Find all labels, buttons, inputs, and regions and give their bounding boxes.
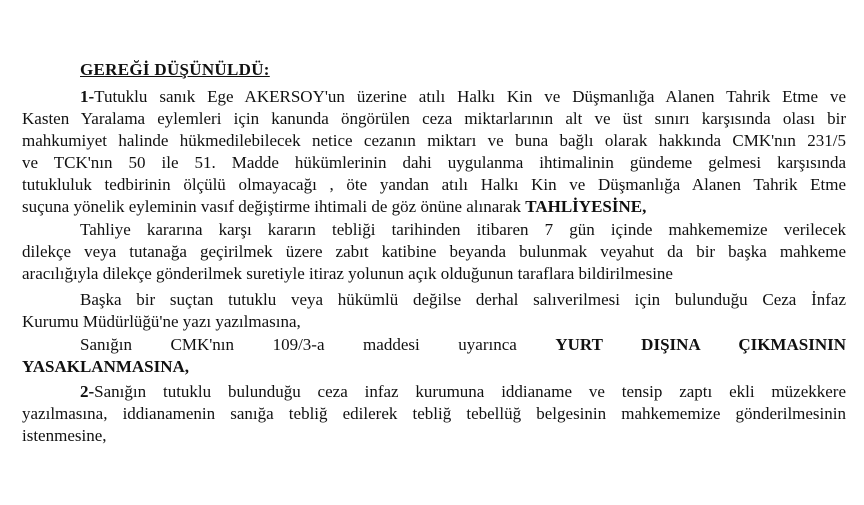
text-line-6-content: suçuna yönelik eyleminin vasıf değiştirme ihtimali de göz önüne alınarak bbox=[22, 197, 526, 216]
text-line-9: aracılığıyla dilekçe gönderilmek suretiyle itiraz yolunun açık olduğunun taraflara bildirilmesine bbox=[22, 264, 673, 283]
text-line-16: istenmesine, bbox=[22, 426, 107, 445]
release-order: TAHLİYESİNE, bbox=[525, 197, 647, 216]
text-line-14-content: Sanığın tutuklu bulunduğu ceza infaz kurumuna iddianame ve tensip zaptı ekli müzekkere bbox=[94, 382, 846, 401]
text-line-12-content: Sanığın CMK'nın 109/3-a maddesi uyarınca bbox=[80, 335, 556, 354]
travel-ban-order: YURT DIŞINA ÇIKMASININ bbox=[555, 335, 846, 354]
text-line-5: tutukluluk tedbirinin ölçülü olmayacağı , öte yandan atılı Halkı Kin ve Düşmanlığa Alanen Tahrik Etme bbox=[22, 175, 846, 194]
item-number-2: 2- bbox=[80, 382, 95, 401]
text-line-3: mahkumiyet halinde hükmedilebilecek netice cezanın miktarı ve buna bağlı olarak hakkında CMK'nın 231/5 bbox=[22, 131, 846, 150]
text-line-13: YASAKLANMASINA, bbox=[22, 357, 190, 376]
item-number-1: 1- bbox=[80, 87, 95, 106]
text-line-6 bbox=[22, 196, 846, 217]
text-line-12 bbox=[80, 334, 846, 355]
text-line-8: dilekçe veya tutanağa geçirilmek üzere zabıt katibine beyanda bulunmak veyahut da bir başka mahkeme bbox=[22, 242, 846, 261]
text-line-2: Kasten Yaralama eylemleri için kanunda öngörülen ceza miktarlarının alt ve üst sınırı karşısında olası bir bbox=[22, 109, 846, 128]
text-line-4: ve TCK'nın 50 ile 51. Madde hükümlerinin dahi uygulanma ihtimalinin gündeme gelmesi karşısında bbox=[22, 153, 846, 172]
text-line-11: Kurumu Müdürlüğü'ne yazı yazılmasına, bbox=[22, 312, 301, 331]
text-line-10: Başka bir suçtan tutuklu veya hükümlü değilse derhal salıverilmesi için bulunduğu Ceza İnfaz bbox=[80, 290, 846, 309]
decision-heading: GEREĞİ DÜŞÜNÜLDÜ: bbox=[80, 60, 270, 79]
text-line-15: yazılmasına, iddianamenin sanığa tebliğ edilerek tebliğ tebellüğ belgesinin mahkememize gönderilmesinin bbox=[22, 404, 846, 423]
text-line-1-content: Tutuklu sanık Ege AKERSOY'un üzerine atılı Halkı Kin ve Düşmanlığa Alanen Tahrik Etme ve bbox=[94, 87, 846, 106]
text-line-1 bbox=[80, 86, 846, 107]
text-line-14 bbox=[80, 381, 846, 402]
text-line-7: Tahliye kararına karşı kararın tebliği tarihinden itibaren 7 gün içinde mahkememize verilecek bbox=[80, 220, 846, 239]
